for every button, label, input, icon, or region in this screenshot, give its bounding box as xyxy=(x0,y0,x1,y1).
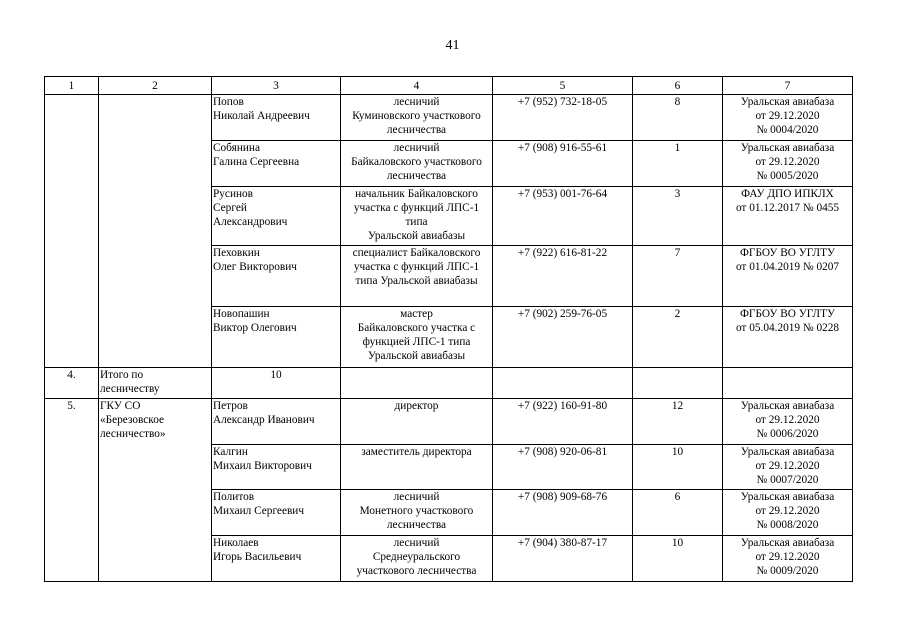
cell-document: Уральская авиабаза от 29.12.2020 № 0004/2020 xyxy=(723,95,853,141)
cell-num-empty xyxy=(45,95,99,368)
cell-phone: +7 (908) 916-55-61 xyxy=(493,141,633,187)
cell-empty xyxy=(341,368,493,399)
cell-count: 10 xyxy=(633,445,723,490)
header-col-1: 1 xyxy=(45,77,99,95)
cell-empty xyxy=(723,368,853,399)
cell-document: Уральская авиабаза от 29.12.2020 № 0006/2020 xyxy=(723,399,853,445)
cell-document: ФГБОУ ВО УГЛТУ от 05.04.2019 № 0228 xyxy=(723,307,853,368)
cell-name: Пеховкин Олег Викторович xyxy=(212,246,341,307)
cell-position: специалист Байкаловского участка с функций ЛПС-1 типа Уральской авиабазы xyxy=(341,246,493,307)
cell-empty xyxy=(633,368,723,399)
cell-name: Попов Николай Андреевич xyxy=(212,95,341,141)
cell-org-empty xyxy=(99,95,212,368)
cell-phone: +7 (922) 616-81-22 xyxy=(493,246,633,307)
cell-position: мастер Байкаловского участка с функцией ЛПС-1 типа Уральской авиабазы xyxy=(341,307,493,368)
cell-count: 6 xyxy=(633,490,723,536)
cell-position: заместитель директора xyxy=(341,445,493,490)
cell-count: 12 xyxy=(633,399,723,445)
cell-phone: +7 (953) 001-76-64 xyxy=(493,187,633,246)
table-row xyxy=(45,399,853,445)
cell-position: лесничий Куминовского участкового лесничества xyxy=(341,95,493,141)
cell-name: Новопашин Виктор Олегович xyxy=(212,307,341,368)
cell-count: 1 xyxy=(633,141,723,187)
cell-position: начальник Байкаловского участка с функций ЛПС-1 типа Уральской авиабазы xyxy=(341,187,493,246)
cell-phone: +7 (908) 920-06-81 xyxy=(493,445,633,490)
header-col-5: 5 xyxy=(493,77,633,95)
table-row xyxy=(45,95,853,141)
cell-count: 2 xyxy=(633,307,723,368)
cell-position: директор xyxy=(341,399,493,445)
cell-document: Уральская авиабаза от 29.12.2020 № 0005/2020 xyxy=(723,141,853,187)
cell-position: лесничий Байкаловского участкового лесничества xyxy=(341,141,493,187)
staff-table xyxy=(44,76,853,582)
page-number: 41 xyxy=(445,38,460,53)
cell-name: Политов Михаил Сергеевич xyxy=(212,490,341,536)
cell-organization: ГКУ СО «Березовское лесничество» xyxy=(99,399,212,582)
cell-empty xyxy=(493,368,633,399)
cell-name: Русинов Сергей Александрович xyxy=(212,187,341,246)
cell-name: Собянина Галина Сергеевна xyxy=(212,141,341,187)
cell-position: лесничий Монетного участкового лесничества xyxy=(341,490,493,536)
cell-document: ФГБОУ ВО УГЛТУ от 01.04.2019 № 0207 xyxy=(723,246,853,307)
cell-count: 10 xyxy=(633,536,723,582)
cell-document: Уральская авиабаза от 29.12.2020 № 0007/2020 xyxy=(723,445,853,490)
cell-total-value: 10 xyxy=(212,368,341,399)
cell-phone: +7 (904) 380-87-17 xyxy=(493,536,633,582)
cell-phone: +7 (908) 909-68-76 xyxy=(493,490,633,536)
cell-phone: +7 (902) 259-76-05 xyxy=(493,307,633,368)
cell-document: Уральская авиабаза от 29.12.2020 № 0008/2020 xyxy=(723,490,853,536)
header-col-6: 6 xyxy=(633,77,723,95)
cell-phone: +7 (952) 732-18-05 xyxy=(493,95,633,141)
cell-position: лесничий Среднеуральского участкового лесничества xyxy=(341,536,493,582)
cell-row-number: 5. xyxy=(45,399,99,582)
cell-count: 8 xyxy=(633,95,723,141)
cell-phone: +7 (922) 160-91-80 xyxy=(493,399,633,445)
cell-row-number: 4. xyxy=(45,368,99,399)
header-col-4: 4 xyxy=(341,77,493,95)
cell-name: Калгин Михаил Викторович xyxy=(212,445,341,490)
header-row xyxy=(45,77,853,95)
header-col-3: 3 xyxy=(212,77,341,95)
cell-name: Петров Александр Иванович xyxy=(212,399,341,445)
cell-name: Николаев Игорь Васильевич xyxy=(212,536,341,582)
cell-document: ФАУ ДПО ИПКЛХ от 01.12.2017 № 0455 xyxy=(723,187,853,246)
header-col-7: 7 xyxy=(723,77,853,95)
cell-count: 3 xyxy=(633,187,723,246)
cell-document: Уральская авиабаза от 29.12.2020 № 0009/2020 xyxy=(723,536,853,582)
header-col-2: 2 xyxy=(99,77,212,95)
total-row xyxy=(45,368,853,399)
cell-count: 7 xyxy=(633,246,723,307)
cell-total-label: Итого по лесничеству xyxy=(99,368,212,399)
